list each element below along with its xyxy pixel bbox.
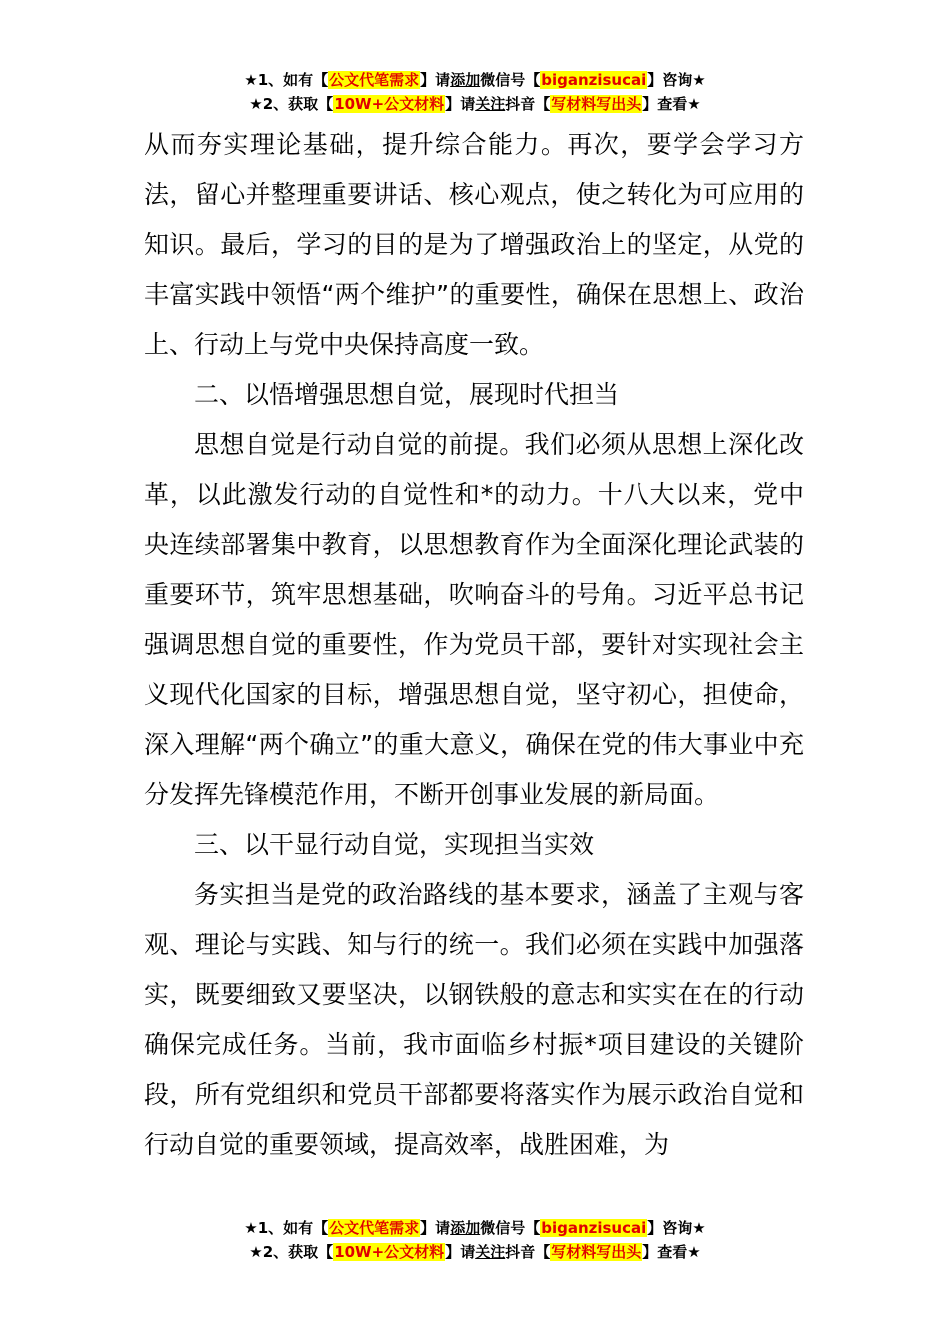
banner-line-2 <box>0 92 950 116</box>
banner-text: 】请 <box>445 95 476 113</box>
banner-highlight: biganzisucai <box>541 71 647 89</box>
banner-text: 】咨询★ <box>647 71 706 89</box>
banner-text: 抖音【 <box>505 1243 551 1261</box>
document-body <box>144 120 804 1170</box>
banner-text: 】请 <box>420 71 451 89</box>
footer-banner <box>0 1216 950 1264</box>
banner-text: ★2、获取【 <box>249 1243 334 1261</box>
banner-highlight: 写材料写出头 <box>551 1243 642 1261</box>
paragraph: 务实担当是党的政治路线的基本要求，涵盖了主观与客观、理论与实践、知与行的统一。我们必须在实践中加强落实，既要细致又要坚决，以钢铁般的意志和实实在在的行动确保完成任务。当前，我市面临乡村振*项目建设的关键阶段，所有党组织和党员干部都要将落实作为展示政治自觉和行动自觉的重要领域，提高效率，战胜困难，为 <box>144 880 804 1159</box>
banner-line-1 <box>0 68 950 92</box>
banner-highlight: 写材料写出头 <box>551 95 642 113</box>
banner-underlined: 关注 <box>475 95 506 113</box>
banner-highlight: 公文代笔需求 <box>329 1219 420 1237</box>
banner-text: ★2、获取【 <box>249 95 334 113</box>
paragraph: 从而夯实理论基础，提升综合能力。再次，要学会学习方法，留心并整理重要讲话、核心观点，使之转化为可应用的知识。最后，学习的目的是为了增强政治上的坚定，从党的丰富实践中领悟“两个维护”的重要性，确保在思想上、政治上、行动上与党中央保持高度一致。 <box>144 130 804 359</box>
banner-line-1 <box>0 1216 950 1240</box>
banner-text: ★1、如有【 <box>244 1219 329 1237</box>
banner-highlight: biganzisucai <box>541 1219 647 1237</box>
banner-text: 抖音【 <box>505 95 551 113</box>
banner-text: 】请 <box>445 1243 476 1261</box>
banner-text: 】查看★ <box>642 1243 701 1261</box>
paragraph: 思想自觉是行动自觉的前提。我们必须从思想上深化改革，以此激发行动的自觉性和*的动力。十八大以来，党中央连续部署集中教育，以思想教育作为全面深化理论武装的重要环节，筑牢思想基础，吹响奋斗的号角。习近平总书记强调思想自觉的重要性，作为党员干部，要针对实现社会主义现代化国家的目标，增强思想自觉，坚守初心，担使命，深入理解“两个确立”的重大意义，确保在党的伟大事业中充分发挥先锋模范作用，不断开创事业发展的新局面。 <box>144 430 804 809</box>
banner-underlined: 关注 <box>475 1243 506 1261</box>
banner-line-2 <box>0 1240 950 1264</box>
banner-underlined: 添加 <box>450 71 481 89</box>
banner-text: ★1、如有【 <box>244 71 329 89</box>
banner-text: 微信号【 <box>480 1219 541 1237</box>
banner-text: 】查看★ <box>642 95 701 113</box>
banner-highlight: 10W+公文材料 <box>334 95 445 113</box>
banner-underlined: 添加 <box>450 1219 481 1237</box>
banner-text: 微信号【 <box>480 71 541 89</box>
banner-highlight: 公文代笔需求 <box>329 71 420 89</box>
banner-text: 】请 <box>420 1219 451 1237</box>
banner-highlight: 10W+公文材料 <box>334 1243 445 1261</box>
section-heading: 三、以干显行动自觉，实现担当实效 <box>194 830 595 859</box>
banner-text: 】咨询★ <box>647 1219 706 1237</box>
header-banner <box>0 68 950 116</box>
section-heading: 二、以悟增强思想自觉，展现时代担当 <box>194 380 620 409</box>
